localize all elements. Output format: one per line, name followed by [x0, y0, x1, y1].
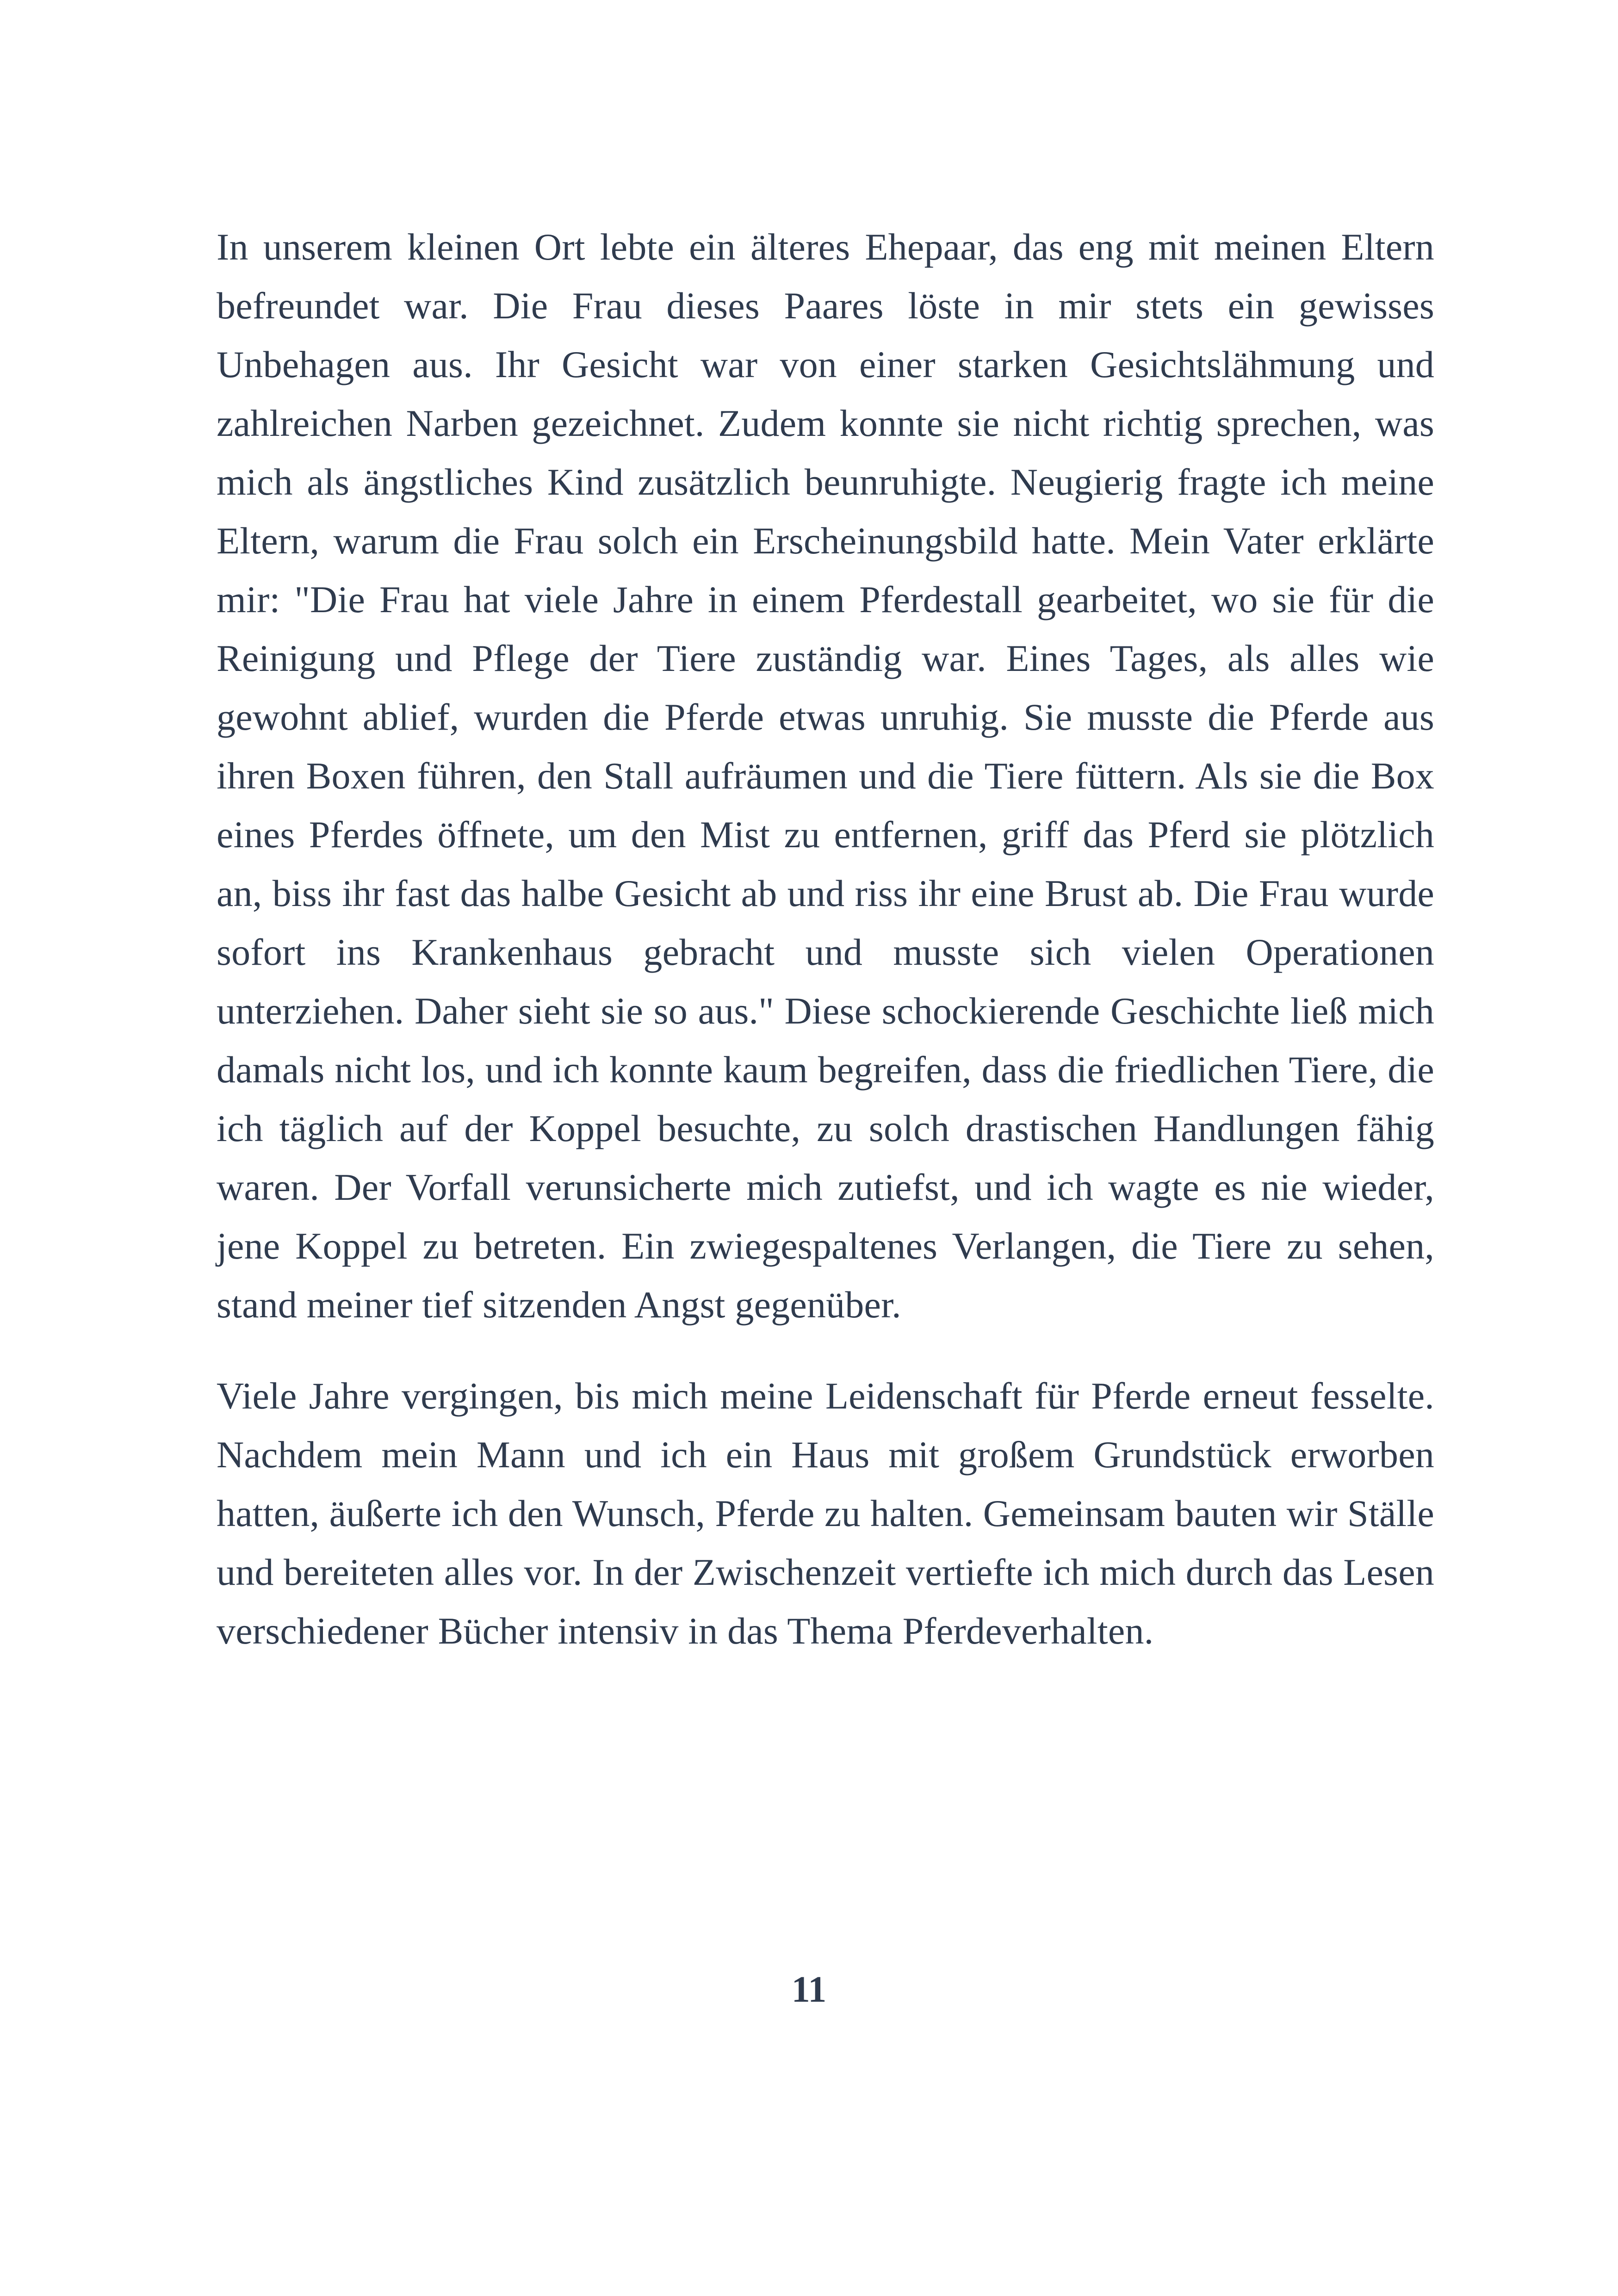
paragraph-1: In unserem kleinen Ort lebte ein älteres Ehepaar, das eng mit meinen Eltern befreundet war. Die Frau dieses Paares löste in mir stets ein gewisses Unbehagen aus. Ihr Gesicht war von einer starken Gesichtslähmung und zahlreichen Narben gezeichnet. Zudem konnte sie nicht richtig sprechen, was mich als ängstliches Kind zusätzlich beunruhigte. Neugierig fragte ich meine Eltern, warum die Frau solch ein Erscheinungsbild hatte. Mein Vater erklärte mir: "Die Frau hat viele Jahre in einem Pferdestall gearbeitet, wo sie für die Reinigung und Pflege der Tiere zuständig war. Eines Tages, als alles wie gewohnt ablief, wurden die Pferde etwas unruhig. Sie musste die Pferde aus ihren Boxen führen, den Stall aufräumen und die Tiere füttern. Als sie die Box eines Pferdes öffnete, um den Mist zu entfernen, griff das Pferd sie plötzlich an, biss ihr fast das halbe Gesicht ab und riss ihr eine Brust ab. Die Frau wurde sofort ins Krankenhaus gebracht und musste sich vielen Operationen unterziehen. Daher sieht sie so aus." Diese schockierende Geschichte ließ mich damals nicht los, und ich konnte kaum begreifen, dass die friedlichen Tiere, die ich täglich auf der Koppel besuchte, zu solch drastischen Handlungen fähig waren. Der Vorfall verunsicherte mich zutiefst, und ich wagte es nie wieder, jene Koppel zu betreten. Ein zwiegespaltenes Verlangen, die Tiere zu sehen, stand meiner tief sitzenden Angst gegenüber. [217, 226, 1434, 1326]
body-text [217, 217, 1434, 1660]
paragraph-2: Viele Jahre vergingen, bis mich meine Leidenschaft für Pferde erneut fesselte. Nachdem mein Mann und ich ein Haus mit großem Grundstück erworben hatten, äußerte ich den Wunsch, Pferde zu halten. Gemeinsam bauten wir Ställe und bereiteten alles vor. In der Zwischenzeit vertiefte ich mich durch das Lesen verschiedener Bücher intensiv in das Thema Pferdeverhalten. [217, 1375, 1434, 1652]
page-number: 11 [791, 1969, 827, 2010]
